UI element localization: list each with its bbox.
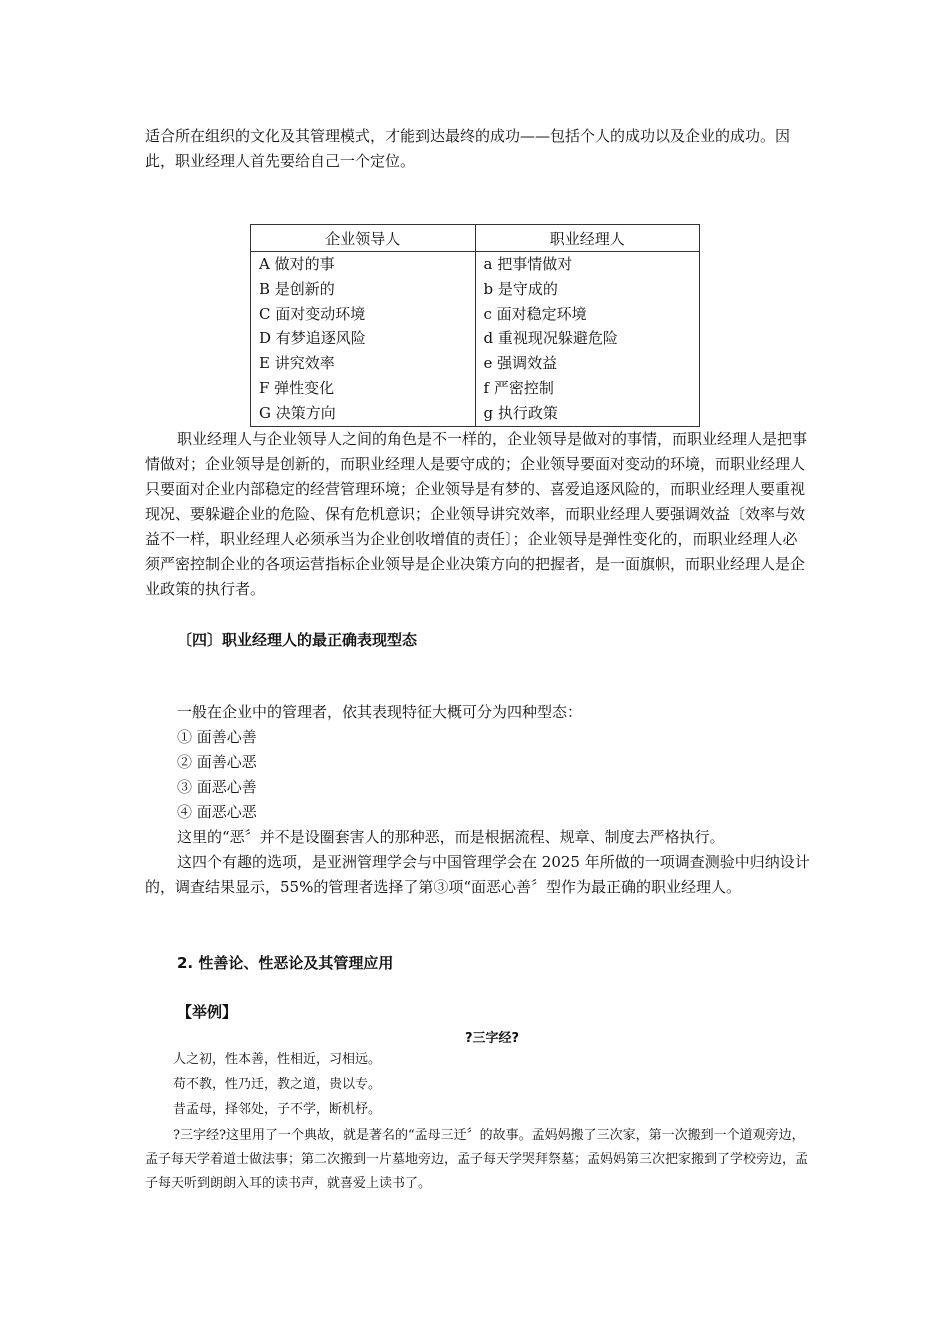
manager-trait: d 重视现况躲避危险: [483, 329, 618, 348]
manager-trait: c 面对稳定环境: [483, 304, 587, 323]
manager-trait: g 执行政策: [483, 403, 558, 422]
section-four-heading: 〔四〕职业经理人的最正确表现型态: [177, 631, 418, 649]
table-header-row: [251, 225, 700, 252]
manager-column: [475, 252, 700, 427]
manager-trait: a 把事情做对: [483, 255, 573, 273]
leader-trait: A 做对的事: [259, 255, 335, 273]
survey-paragraph: 这四个有趣的选项，是亚洲管理学会与中国管理学会在 2025 年所做的一项调查测验中归纳设计的，调查结果显示，55%的管理者选择了第③项“面恶心善〞型作为最正确的职业经理人。: [145, 853, 810, 896]
types-intro: 一般在企业中的管理者，依其表现特征大概可分为四种型态：: [177, 703, 583, 721]
leader-column: [251, 252, 476, 427]
section-two-heading: 2. 性善论、性恶论及其管理应用: [177, 954, 394, 972]
poem-line: 人之初，性本善，性相近，习相远。: [173, 1052, 382, 1067]
manager-trait: e 强调效益: [483, 354, 558, 373]
leader-trait: D 有梦追逐风险: [259, 329, 366, 348]
leader-trait: E 讲究效率: [259, 354, 335, 373]
manager-trait: f 严密控制: [483, 378, 554, 397]
table-body-row: [251, 252, 700, 427]
list-item: ③ 面恶心善: [177, 778, 257, 796]
intro-paragraph: 适合所在组织的文化及其管理模式，才能到达最终的成功——包括个人的成功以及企业的成功。因此，职业经理人首先要给自己一个定位。: [145, 127, 791, 170]
leader-trait: F 弹性变化: [259, 378, 335, 397]
leader-trait: B 是创新的: [259, 279, 335, 298]
poem-line: 昔孟母，择邻处，子不学，断机杼。: [173, 1102, 382, 1117]
manager-types-list: [177, 725, 257, 825]
evil-note: 这里的“恶〞并不是设圈套害人的那种恶，而是根据流程、规章、制度去严格执行。: [177, 828, 725, 846]
example-label: 【举例】: [177, 1003, 238, 1021]
leader-trait: C 面对变动环境: [259, 304, 366, 323]
poem-title: ?三字经?: [465, 1031, 520, 1046]
manager-trait: b 是守成的: [483, 279, 558, 298]
list-item: ① 面善心善: [177, 728, 257, 746]
story-paragraph: ?三字经?这里用了一个典故，就是著名的“孟母三迁〞的故事。孟妈妈搬了三次家，第一次搬到一个道观旁边，孟子每天学着道士做法事；第二次搬到一片墓地旁边，孟子每天学哭拜祭墓；孟妈妈第三次把家搬到了学校旁边，孟子每天听到朗朗入耳的读书声，就喜爱上读书了。: [145, 1128, 809, 1191]
list-item: ② 面善心恶: [177, 753, 257, 771]
leader-trait: G 决策方向: [259, 403, 336, 422]
poem-line: 苟不教，性乃迁，教之道，贵以专。: [173, 1077, 382, 1092]
comparison-table: [250, 224, 700, 427]
header-professional-manager: 职业经理人: [475, 225, 700, 252]
list-item: ④ 面恶心恶: [177, 803, 257, 821]
role-comparison-paragraph: 职业经理人与企业领导人之间的角色是不一样的，企业领导是做对的事情，而职业经理人是把事情做对；企业领导是创新的，而职业经理人是要守成的；企业领导要面对变动的环境，而职业经理人只要面对企业内部稳定的经营管理环境；企业领导是有梦的、喜爱追逐风险的，而职业经理人要重视现况、要躲避企业的危险、保有危机意识；企业领导讲究效率，而职业经理人要强调效益〔效率与效益不一样，职业经理人必须承当为企业创收增值的责任〕；企业领导是弹性变化的，而职业经理人必须严密控制企业的各项运营指标企业领导是企业决策方向的把握者，是一面旗帜，而职业经理人是企业政策的执行者。: [145, 430, 808, 598]
header-enterprise-leader: 企业领导人: [251, 225, 476, 252]
